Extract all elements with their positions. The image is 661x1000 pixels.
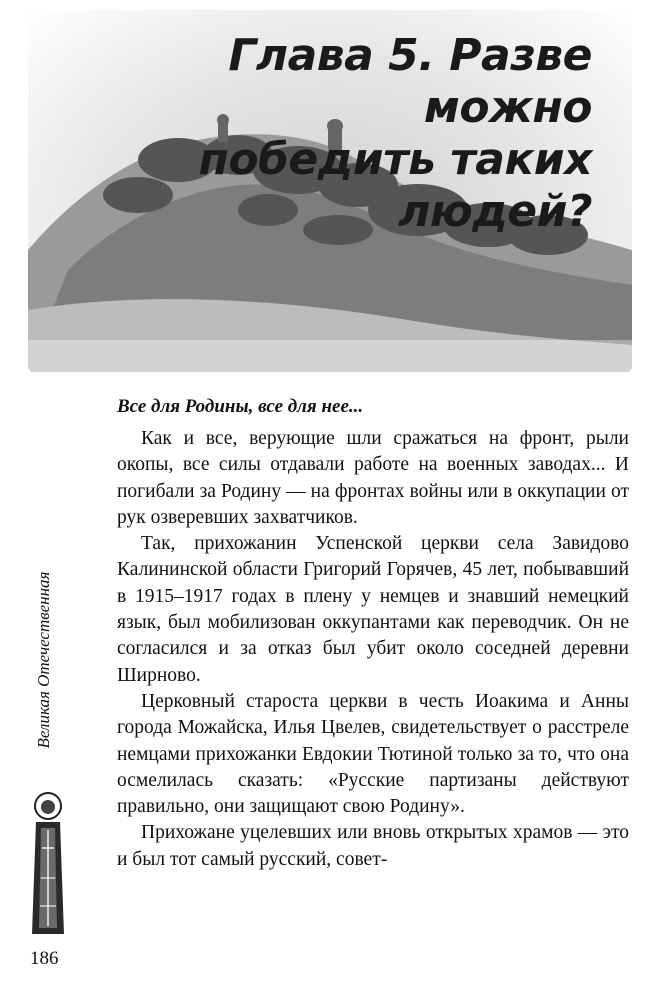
chapter-header-illustration [28, 10, 632, 372]
paragraph: Так, прихожанин Успенской церкви села Завидово Калининской области Григорий Горячев, 45 лет, побывавший в 1915–1917 годах в плену у немцев и знавший немецкий язык, был мобилизован оккупантами как переводчик. Он не согласился и за отказ был убит около соседней деревни Ширново. [117, 533, 629, 686]
page-number: 186 [30, 948, 59, 969]
section-side-label-text: Великая Отечественная [34, 571, 53, 749]
body-text [117, 426, 629, 873]
paragraph: Церковный староста церкви в честь Иоакима и Анны города Можайска, Илья Цвелев, свидетельствует о расстреле немцами прихожанки Евдокии Тютиной только за то, что она осмелилась сказать: «Русские партизаны действуют правильно, они защищают свою Родину». [117, 690, 629, 818]
paragraph: Как и все, верующие шли сражаться на фронт, рыли окопы, все силы отдавали работе на военных заводах... И погибали за Родину — на фронтах войны или в оккупации от рук озверевших захватчиков. [117, 428, 629, 528]
chapter-title-line-1: Глава 5. Разве можно [228, 30, 592, 133]
section-side-label [26, 540, 62, 780]
paragraph: Прихожане уцелевших или вновь открытых храмов — это и был тот самый русский, совет- [117, 822, 629, 870]
chapter-title-line-2: победить таких людей? [198, 134, 592, 237]
saint-icon [26, 788, 70, 943]
chapter-title [72, 30, 592, 238]
section-heading: Все для Родины, все для нее... [117, 396, 364, 417]
